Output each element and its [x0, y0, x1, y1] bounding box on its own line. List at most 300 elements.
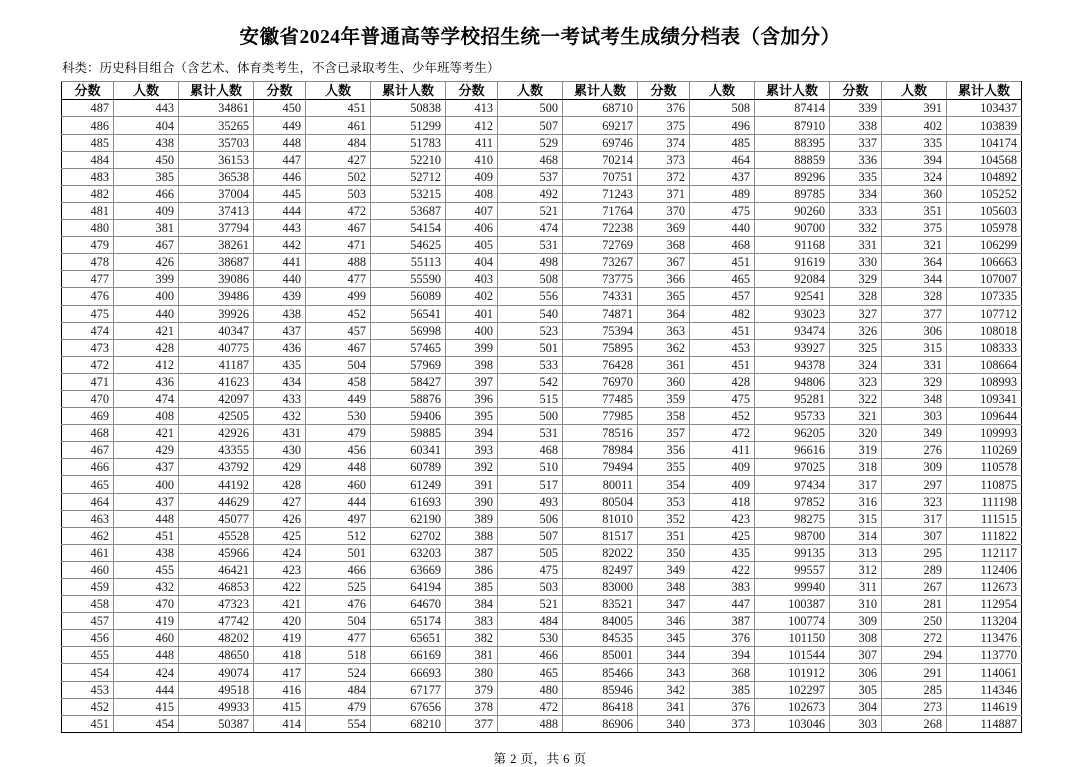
table-row — [62, 476, 1022, 493]
cell-count: 250 — [882, 613, 947, 630]
cell-score: 418 — [254, 647, 306, 664]
cell-score: 348 — [638, 579, 690, 596]
column-header-count-g3: 人数 — [498, 82, 563, 100]
cell-cumulative: 69746 — [563, 134, 638, 151]
cell-score: 338 — [830, 117, 882, 134]
cell-score: 450 — [254, 100, 306, 117]
cell-cumulative: 43792 — [179, 459, 254, 476]
cell-count: 295 — [882, 544, 947, 561]
table-row — [62, 202, 1022, 219]
cell-cumulative: 40347 — [179, 322, 254, 339]
cell-cumulative: 107335 — [947, 288, 1022, 305]
cell-cumulative: 91168 — [755, 237, 830, 254]
cell-score: 431 — [254, 425, 306, 442]
cell-count: 466 — [306, 561, 371, 578]
cell-cumulative: 113476 — [947, 630, 1022, 647]
cell-count: 524 — [306, 664, 371, 681]
cell-count: 448 — [306, 459, 371, 476]
cell-count: 449 — [306, 390, 371, 407]
cell-score: 412 — [446, 117, 498, 134]
cell-cumulative: 71764 — [563, 202, 638, 219]
table-row — [62, 220, 1022, 237]
cell-score: 461 — [62, 544, 114, 561]
cell-score: 422 — [254, 579, 306, 596]
cell-count: 447 — [690, 596, 755, 613]
cell-score: 485 — [62, 134, 114, 151]
cell-count: 432 — [114, 579, 179, 596]
cell-count: 281 — [882, 596, 947, 613]
cell-score: 414 — [254, 715, 306, 732]
cell-count: 531 — [498, 237, 563, 254]
cell-score: 312 — [830, 561, 882, 578]
cell-cumulative: 108018 — [947, 322, 1022, 339]
cell-count: 324 — [882, 168, 947, 185]
cell-cumulative: 81517 — [563, 527, 638, 544]
cell-count: 474 — [498, 220, 563, 237]
cell-score: 363 — [638, 322, 690, 339]
cell-count: 419 — [114, 613, 179, 630]
cell-score: 465 — [62, 476, 114, 493]
table-row — [62, 613, 1022, 630]
cell-score: 447 — [254, 151, 306, 168]
cell-cumulative: 109341 — [947, 390, 1022, 407]
cell-cumulative: 58876 — [371, 390, 446, 407]
cell-score: 360 — [638, 373, 690, 390]
cell-cumulative: 110578 — [947, 459, 1022, 476]
cell-cumulative: 58427 — [371, 373, 446, 390]
cell-cumulative: 56998 — [371, 322, 446, 339]
column-header-score-g5: 分数 — [830, 82, 882, 100]
cell-count: 484 — [306, 681, 371, 698]
cell-cumulative: 82497 — [563, 561, 638, 578]
table-row — [62, 630, 1022, 647]
cell-score: 329 — [830, 271, 882, 288]
cell-cumulative: 36153 — [179, 151, 254, 168]
cell-score: 358 — [638, 408, 690, 425]
cell-cumulative: 50387 — [179, 715, 254, 732]
cell-count: 477 — [306, 630, 371, 647]
cell-cumulative: 78516 — [563, 425, 638, 442]
cell-score: 420 — [254, 613, 306, 630]
cell-count: 376 — [690, 698, 755, 715]
cell-score: 367 — [638, 254, 690, 271]
cell-count: 415 — [114, 698, 179, 715]
cell-score: 308 — [830, 630, 882, 647]
cell-score: 426 — [254, 510, 306, 527]
cell-cumulative: 59885 — [371, 425, 446, 442]
cell-cumulative: 72238 — [563, 220, 638, 237]
cell-cumulative: 114619 — [947, 698, 1022, 715]
cell-count: 498 — [498, 254, 563, 271]
cell-score: 334 — [830, 185, 882, 202]
cell-count: 404 — [114, 117, 179, 134]
column-header-score-g2: 分数 — [254, 82, 306, 100]
cell-cumulative: 37004 — [179, 185, 254, 202]
cell-cumulative: 110875 — [947, 476, 1022, 493]
cell-cumulative: 109993 — [947, 425, 1022, 442]
cell-cumulative: 85466 — [563, 664, 638, 681]
cell-score: 324 — [830, 356, 882, 373]
cell-score: 356 — [638, 442, 690, 459]
table-row — [62, 459, 1022, 476]
cell-score: 357 — [638, 425, 690, 442]
cell-count: 402 — [882, 117, 947, 134]
cell-score: 486 — [62, 117, 114, 134]
cell-count: 489 — [690, 185, 755, 202]
cell-score: 411 — [446, 134, 498, 151]
cell-cumulative: 45528 — [179, 527, 254, 544]
page-title: 安徽省2024年普通高等学校招生统一考试考生成绩分档表（含加分） — [239, 27, 841, 48]
cell-count: 435 — [690, 544, 755, 561]
cell-cumulative: 47323 — [179, 596, 254, 613]
cell-count: 466 — [114, 185, 179, 202]
cell-cumulative: 70214 — [563, 151, 638, 168]
cell-count: 502 — [306, 168, 371, 185]
cell-count: 387 — [690, 613, 755, 630]
cell-score: 464 — [62, 493, 114, 510]
cell-count: 364 — [882, 254, 947, 271]
cell-count: 507 — [498, 117, 563, 134]
cell-score: 462 — [62, 527, 114, 544]
cell-cumulative: 68210 — [371, 715, 446, 732]
cell-score: 397 — [446, 373, 498, 390]
column-header-count-g4: 人数 — [690, 82, 755, 100]
cell-count: 542 — [498, 373, 563, 390]
cell-score: 307 — [830, 647, 882, 664]
cell-count: 377 — [882, 305, 947, 322]
cell-count: 540 — [498, 305, 563, 322]
cell-score: 443 — [254, 220, 306, 237]
cell-score: 404 — [446, 254, 498, 271]
cell-cumulative: 112673 — [947, 579, 1022, 596]
cell-cumulative: 55590 — [371, 271, 446, 288]
cell-score: 391 — [446, 476, 498, 493]
cell-score: 472 — [62, 356, 114, 373]
cell-cumulative: 91619 — [755, 254, 830, 271]
cell-cumulative: 88395 — [755, 134, 830, 151]
cell-cumulative: 67656 — [371, 698, 446, 715]
cell-score: 423 — [254, 561, 306, 578]
cell-score: 454 — [62, 664, 114, 681]
table-row — [62, 425, 1022, 442]
cell-count: 421 — [114, 425, 179, 442]
cell-score: 328 — [830, 288, 882, 305]
cell-count: 422 — [690, 561, 755, 578]
cell-score: 403 — [446, 271, 498, 288]
cell-cumulative: 65651 — [371, 630, 446, 647]
cell-count: 518 — [306, 647, 371, 664]
cell-score: 319 — [830, 442, 882, 459]
cell-score: 303 — [830, 715, 882, 732]
cell-cumulative: 38261 — [179, 237, 254, 254]
cell-cumulative: 56541 — [371, 305, 446, 322]
cell-score: 392 — [446, 459, 498, 476]
cell-score: 342 — [638, 681, 690, 698]
cell-score: 378 — [446, 698, 498, 715]
cell-cumulative: 87910 — [755, 117, 830, 134]
cell-count: 455 — [114, 561, 179, 578]
cell-count: 525 — [306, 579, 371, 596]
cell-score: 479 — [62, 237, 114, 254]
table-row — [62, 527, 1022, 544]
cell-count: 307 — [882, 527, 947, 544]
cell-score: 471 — [62, 373, 114, 390]
cell-cumulative: 42926 — [179, 425, 254, 442]
cell-cumulative: 112117 — [947, 544, 1022, 561]
cell-cumulative: 36538 — [179, 168, 254, 185]
cell-count: 468 — [498, 442, 563, 459]
table-body — [62, 100, 1022, 732]
cell-count: 482 — [690, 305, 755, 322]
cell-score: 466 — [62, 459, 114, 476]
cell-count: 450 — [114, 151, 179, 168]
cell-count: 385 — [690, 681, 755, 698]
cell-score: 400 — [446, 322, 498, 339]
cell-cumulative: 85946 — [563, 681, 638, 698]
cell-score: 456 — [62, 630, 114, 647]
cell-cumulative: 99940 — [755, 579, 830, 596]
cell-cumulative: 59406 — [371, 408, 446, 425]
cell-score: 354 — [638, 476, 690, 493]
cell-score: 305 — [830, 681, 882, 698]
cell-count: 472 — [690, 425, 755, 442]
cell-count: 429 — [114, 442, 179, 459]
cell-count: 504 — [306, 356, 371, 373]
cell-cumulative: 112406 — [947, 561, 1022, 578]
cell-cumulative: 35703 — [179, 134, 254, 151]
cell-count: 309 — [882, 459, 947, 476]
cell-cumulative: 47742 — [179, 613, 254, 630]
table-row — [62, 151, 1022, 168]
cell-cumulative: 102673 — [755, 698, 830, 715]
cell-count: 306 — [882, 322, 947, 339]
table-row — [62, 117, 1022, 134]
cell-cumulative: 65174 — [371, 613, 446, 630]
cell-cumulative: 80011 — [563, 476, 638, 493]
table-row — [62, 647, 1022, 664]
cell-count: 438 — [114, 544, 179, 561]
table-row — [62, 698, 1022, 715]
cell-count: 385 — [114, 168, 179, 185]
cell-cumulative: 92084 — [755, 271, 830, 288]
cell-cumulative: 63669 — [371, 561, 446, 578]
cell-cumulative: 108664 — [947, 356, 1022, 373]
cell-score: 384 — [446, 596, 498, 613]
cell-cumulative: 62190 — [371, 510, 446, 527]
cell-count: 470 — [114, 596, 179, 613]
cell-score: 345 — [638, 630, 690, 647]
cell-count: 508 — [498, 271, 563, 288]
table-header-row — [62, 82, 1022, 100]
cell-cumulative: 90700 — [755, 220, 830, 237]
cell-score: 469 — [62, 408, 114, 425]
cell-count: 464 — [690, 151, 755, 168]
cell-score: 321 — [830, 408, 882, 425]
cell-count: 452 — [306, 305, 371, 322]
cell-count: 504 — [306, 613, 371, 630]
cell-score: 369 — [638, 220, 690, 237]
cell-cumulative: 103437 — [947, 100, 1022, 117]
cell-count: 471 — [306, 237, 371, 254]
cell-cumulative: 82022 — [563, 544, 638, 561]
cell-cumulative: 48202 — [179, 630, 254, 647]
cell-count: 440 — [690, 220, 755, 237]
cell-count: 381 — [114, 220, 179, 237]
cell-cumulative: 42505 — [179, 408, 254, 425]
cell-cumulative: 45077 — [179, 510, 254, 527]
cell-cumulative: 43355 — [179, 442, 254, 459]
cell-count: 537 — [498, 168, 563, 185]
cell-score: 460 — [62, 561, 114, 578]
cell-score: 441 — [254, 254, 306, 271]
cell-score: 402 — [446, 288, 498, 305]
cell-score: 316 — [830, 493, 882, 510]
cell-count: 423 — [690, 510, 755, 527]
cell-score: 453 — [62, 681, 114, 698]
table-row — [62, 561, 1022, 578]
cell-count: 409 — [114, 202, 179, 219]
cell-count: 500 — [498, 100, 563, 117]
cell-score: 468 — [62, 425, 114, 442]
cell-cumulative: 49518 — [179, 681, 254, 698]
cell-cumulative: 60341 — [371, 442, 446, 459]
cell-score: 337 — [830, 134, 882, 151]
cell-count: 488 — [306, 254, 371, 271]
cell-score: 428 — [254, 476, 306, 493]
cell-count: 321 — [882, 237, 947, 254]
cell-cumulative: 55113 — [371, 254, 446, 271]
cell-cumulative: 107007 — [947, 271, 1022, 288]
cell-count: 460 — [306, 476, 371, 493]
cell-cumulative: 39086 — [179, 271, 254, 288]
cell-cumulative: 64670 — [371, 596, 446, 613]
cell-cumulative: 103046 — [755, 715, 830, 732]
cell-score: 484 — [62, 151, 114, 168]
cell-cumulative: 94378 — [755, 356, 830, 373]
cell-score: 370 — [638, 202, 690, 219]
cell-score: 434 — [254, 373, 306, 390]
cell-score: 306 — [830, 664, 882, 681]
cell-cumulative: 100387 — [755, 596, 830, 613]
table-row — [62, 510, 1022, 527]
cell-cumulative: 74871 — [563, 305, 638, 322]
column-header-cumulative-g1: 累计人数 — [179, 82, 254, 100]
cell-count: 328 — [882, 288, 947, 305]
cell-score: 333 — [830, 202, 882, 219]
cell-count: 460 — [114, 630, 179, 647]
cell-count: 426 — [114, 254, 179, 271]
cell-count: 472 — [498, 698, 563, 715]
table-row — [62, 168, 1022, 185]
cell-cumulative: 111822 — [947, 527, 1022, 544]
cell-score: 336 — [830, 151, 882, 168]
cell-score: 410 — [446, 151, 498, 168]
cell-cumulative: 94806 — [755, 373, 830, 390]
cell-score: 372 — [638, 168, 690, 185]
cell-count: 376 — [690, 630, 755, 647]
cell-count: 452 — [690, 408, 755, 425]
cell-count: 556 — [498, 288, 563, 305]
cell-score: 349 — [638, 561, 690, 578]
cell-count: 474 — [114, 390, 179, 407]
cell-score: 476 — [62, 288, 114, 305]
cell-count: 521 — [498, 596, 563, 613]
cell-count: 400 — [114, 476, 179, 493]
cell-score: 401 — [446, 305, 498, 322]
cell-count: 351 — [882, 202, 947, 219]
cell-score: 353 — [638, 493, 690, 510]
cell-score: 409 — [446, 168, 498, 185]
cell-count: 554 — [306, 715, 371, 732]
cell-cumulative: 40775 — [179, 339, 254, 356]
cell-count: 400 — [114, 288, 179, 305]
cell-count: 315 — [882, 339, 947, 356]
cell-count: 427 — [306, 151, 371, 168]
cell-cumulative: 34861 — [179, 100, 254, 117]
cell-count: 492 — [498, 185, 563, 202]
cell-score: 449 — [254, 117, 306, 134]
table-row — [62, 664, 1022, 681]
cell-score: 398 — [446, 356, 498, 373]
cell-count: 484 — [306, 134, 371, 151]
cell-score: 318 — [830, 459, 882, 476]
cell-count: 411 — [690, 442, 755, 459]
cell-count: 530 — [306, 408, 371, 425]
cell-cumulative: 102297 — [755, 681, 830, 698]
cell-count: 466 — [498, 647, 563, 664]
cell-score: 451 — [62, 715, 114, 732]
cell-count: 424 — [114, 664, 179, 681]
cell-cumulative: 45966 — [179, 544, 254, 561]
table-row — [62, 596, 1022, 613]
cell-score: 374 — [638, 134, 690, 151]
cell-cumulative: 66693 — [371, 664, 446, 681]
cell-count: 496 — [690, 117, 755, 134]
cell-score: 452 — [62, 698, 114, 715]
cell-cumulative: 54625 — [371, 237, 446, 254]
cell-count: 373 — [690, 715, 755, 732]
cell-score: 335 — [830, 168, 882, 185]
cell-count: 444 — [114, 681, 179, 698]
cell-score: 463 — [62, 510, 114, 527]
cell-score: 439 — [254, 288, 306, 305]
cell-score: 373 — [638, 151, 690, 168]
cell-count: 465 — [690, 271, 755, 288]
cell-count: 461 — [306, 117, 371, 134]
column-header-cumulative-g4: 累计人数 — [755, 82, 830, 100]
cell-count: 448 — [114, 510, 179, 527]
cell-count: 488 — [498, 715, 563, 732]
cell-cumulative: 73775 — [563, 271, 638, 288]
cell-cumulative: 110269 — [947, 442, 1022, 459]
cell-cumulative: 114887 — [947, 715, 1022, 732]
cell-count: 521 — [498, 202, 563, 219]
cell-cumulative: 80504 — [563, 493, 638, 510]
cell-count: 479 — [306, 425, 371, 442]
cell-score: 396 — [446, 390, 498, 407]
column-header-cumulative-g2: 累计人数 — [371, 82, 446, 100]
table-row — [62, 185, 1022, 202]
cell-score: 323 — [830, 373, 882, 390]
cell-count: 425 — [690, 527, 755, 544]
cell-cumulative: 114061 — [947, 664, 1022, 681]
cell-score: 473 — [62, 339, 114, 356]
cell-count: 523 — [498, 322, 563, 339]
cell-count: 291 — [882, 664, 947, 681]
cell-cumulative: 83000 — [563, 579, 638, 596]
cell-cumulative: 95733 — [755, 408, 830, 425]
table-row — [62, 715, 1022, 732]
